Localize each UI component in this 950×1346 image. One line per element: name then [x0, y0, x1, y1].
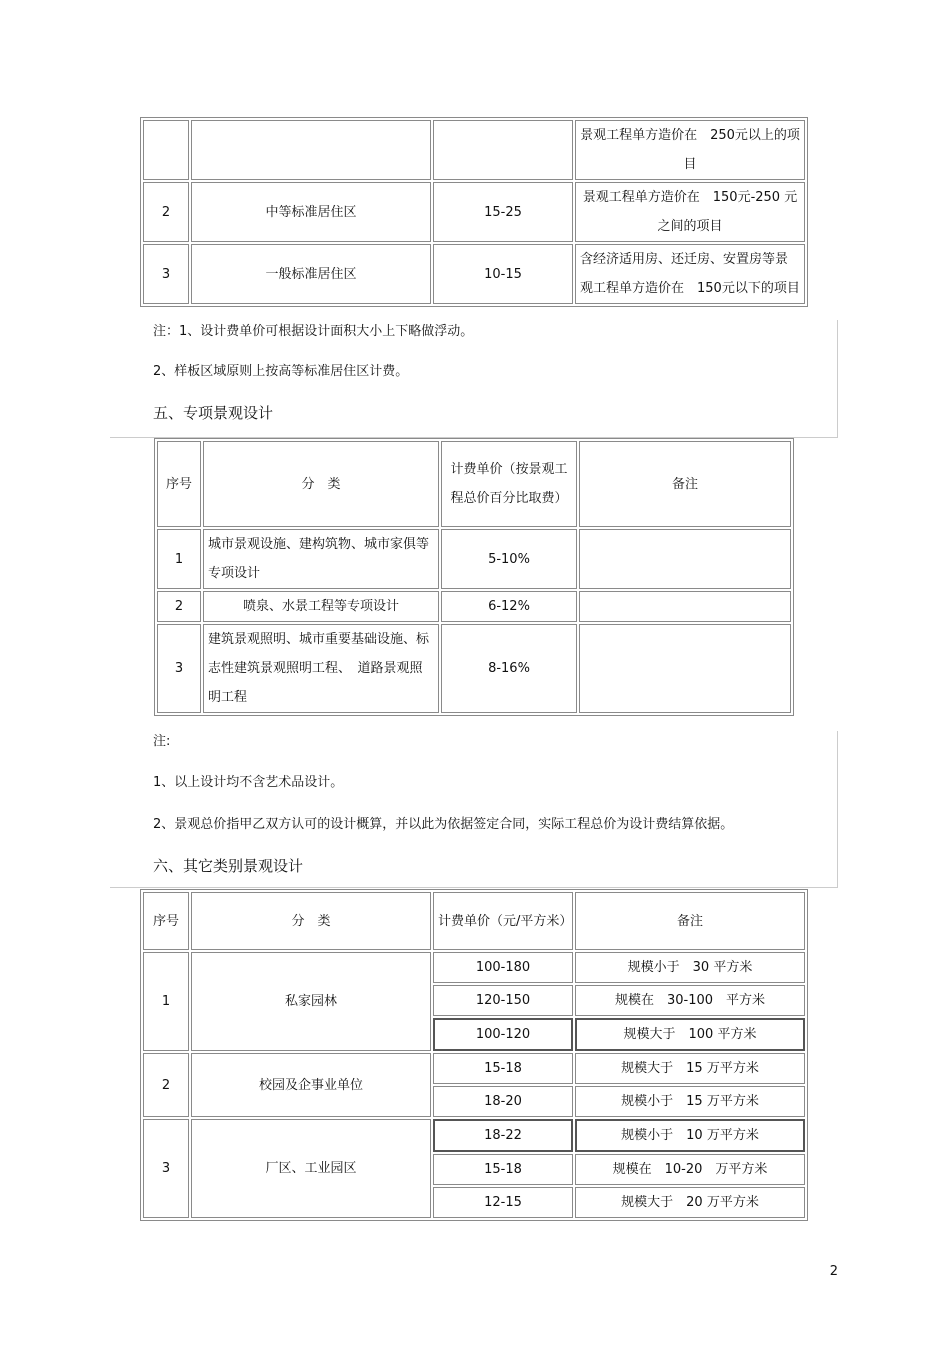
- table-cell-category: 中等标准居住区: [191, 182, 431, 242]
- note-line: 2、样板区域原则上按高等标准居住区计费。: [153, 364, 409, 379]
- table-header-no: 序号: [157, 441, 201, 527]
- table-cell-remark: 规模大于 20 万平方米: [575, 1187, 805, 1218]
- table-cell-remark: 规模小于 15 万平方米: [575, 1086, 805, 1117]
- table-cell-no: 2: [143, 1053, 189, 1117]
- table-row: [157, 529, 791, 589]
- table-row: [143, 120, 805, 180]
- table-header-row: [157, 441, 791, 527]
- note-line: 1、以上设计均不含艺术品设计。: [153, 775, 344, 790]
- table-cell-no: 2: [143, 182, 189, 242]
- table-cell-category: 私家园林: [191, 952, 431, 1051]
- table-row: [143, 182, 805, 242]
- section-heading: 六、其它类别景观设计: [153, 857, 304, 875]
- table-cell-price: 18-22: [433, 1119, 573, 1152]
- table-cell-price: 100-120: [433, 1018, 573, 1051]
- margin-line: [837, 320, 838, 437]
- table-header-remark: 备注: [575, 892, 805, 950]
- table-cell-category: 建筑景观照明、城市重要基础设施、标志性建筑景观照明工程、 道路景观照明工程: [203, 624, 439, 713]
- table-cell-no: [143, 120, 189, 180]
- special-design-table: [154, 438, 794, 716]
- table-cell-remark: 景观工程单方造价在 150元-250 元之间的项目: [575, 182, 805, 242]
- table-cell-no: 1: [143, 952, 189, 1051]
- table-cell-no: 3: [157, 624, 201, 713]
- table-header-category: 分 类: [191, 892, 431, 950]
- table-header-no: 序号: [143, 892, 189, 950]
- note-line: 注:: [153, 734, 171, 749]
- table-cell-remark: 含经济适用房、还迁房、安置房等景观工程单方造价在 150元以下的项目: [575, 244, 805, 304]
- margin-line: [837, 731, 838, 888]
- table-row: [157, 591, 791, 622]
- table-header-category: 分 类: [203, 441, 439, 527]
- table-row: [143, 244, 805, 304]
- table-cell-no: 2: [157, 591, 201, 622]
- table-cell-price: 12-15: [433, 1187, 573, 1218]
- table-cell-category: 一般标准居住区: [191, 244, 431, 304]
- table-cell-price: 10-15: [433, 244, 573, 304]
- table-cell-remark: [579, 591, 791, 622]
- table-cell-category: 厂区、工业园区: [191, 1119, 431, 1218]
- table-cell-no: 3: [143, 244, 189, 304]
- page-number: 2: [829, 1264, 838, 1279]
- table-cell-remark: 规模在 30-100 平方米: [575, 985, 805, 1016]
- table-cell-remark: 规模大于 15 万平方米: [575, 1053, 805, 1084]
- table-cell-remark: [579, 624, 791, 713]
- table-cell-remark: 规模在 10-20 万平方米: [575, 1154, 805, 1185]
- table-cell-price: 15-18: [433, 1154, 573, 1185]
- note-line: 注：1、设计费单价可根据设计面积大小上下略做浮动。: [153, 324, 474, 339]
- table-row: [157, 624, 791, 713]
- table-row: [143, 1053, 805, 1084]
- section-heading: 五、专项景观设计: [153, 404, 274, 422]
- separator-line: [110, 887, 838, 888]
- table-cell-price: 5-10%: [441, 529, 577, 589]
- table-header-row: [143, 892, 805, 950]
- table-cell-price: 15-25: [433, 182, 573, 242]
- table-cell-category: 喷泉、水景工程等专项设计: [203, 591, 439, 622]
- table-cell-remark: [579, 529, 791, 589]
- table-cell-category: [191, 120, 431, 180]
- table-cell-price: 18-20: [433, 1086, 573, 1117]
- residential-fee-table: [140, 117, 808, 307]
- table-cell-price: 100-180: [433, 952, 573, 983]
- table-cell-price: [433, 120, 573, 180]
- table-cell-no: 3: [143, 1119, 189, 1218]
- table-cell-remark: 规模小于 30 平方米: [575, 952, 805, 983]
- table-cell-remark: 规模小于 10 万平方米: [575, 1119, 805, 1152]
- note-line: 2、景观总价指甲乙双方认可的设计概算，并以此为依据签定合同，实际工程总价为设计费结算依据。: [153, 817, 734, 832]
- table-cell-no: 1: [157, 529, 201, 589]
- table-cell-price: 120-150: [433, 985, 573, 1016]
- table-cell-price: 15-18: [433, 1053, 573, 1084]
- table-header-price: 计费单价（元/平方米）: [433, 892, 573, 950]
- table-cell-price: 8-16%: [441, 624, 577, 713]
- other-design-table: [140, 889, 808, 1221]
- table-cell-remark: 规模大于 100 平方米: [575, 1018, 805, 1051]
- table-row: [143, 1119, 805, 1152]
- table-cell-category: 校园及企事业单位: [191, 1053, 431, 1117]
- table-cell-price: 6-12%: [441, 591, 577, 622]
- table-cell-category: 城市景观设施、建构筑物、城市家俱等专项设计: [203, 529, 439, 589]
- table-cell-remark: 景观工程单方造价在 250元以上的项目: [575, 120, 805, 180]
- table-row: [143, 952, 805, 983]
- table-header-remark: 备注: [579, 441, 791, 527]
- table-header-price: 计费单价（按景观工程总价百分比取费）: [441, 441, 577, 527]
